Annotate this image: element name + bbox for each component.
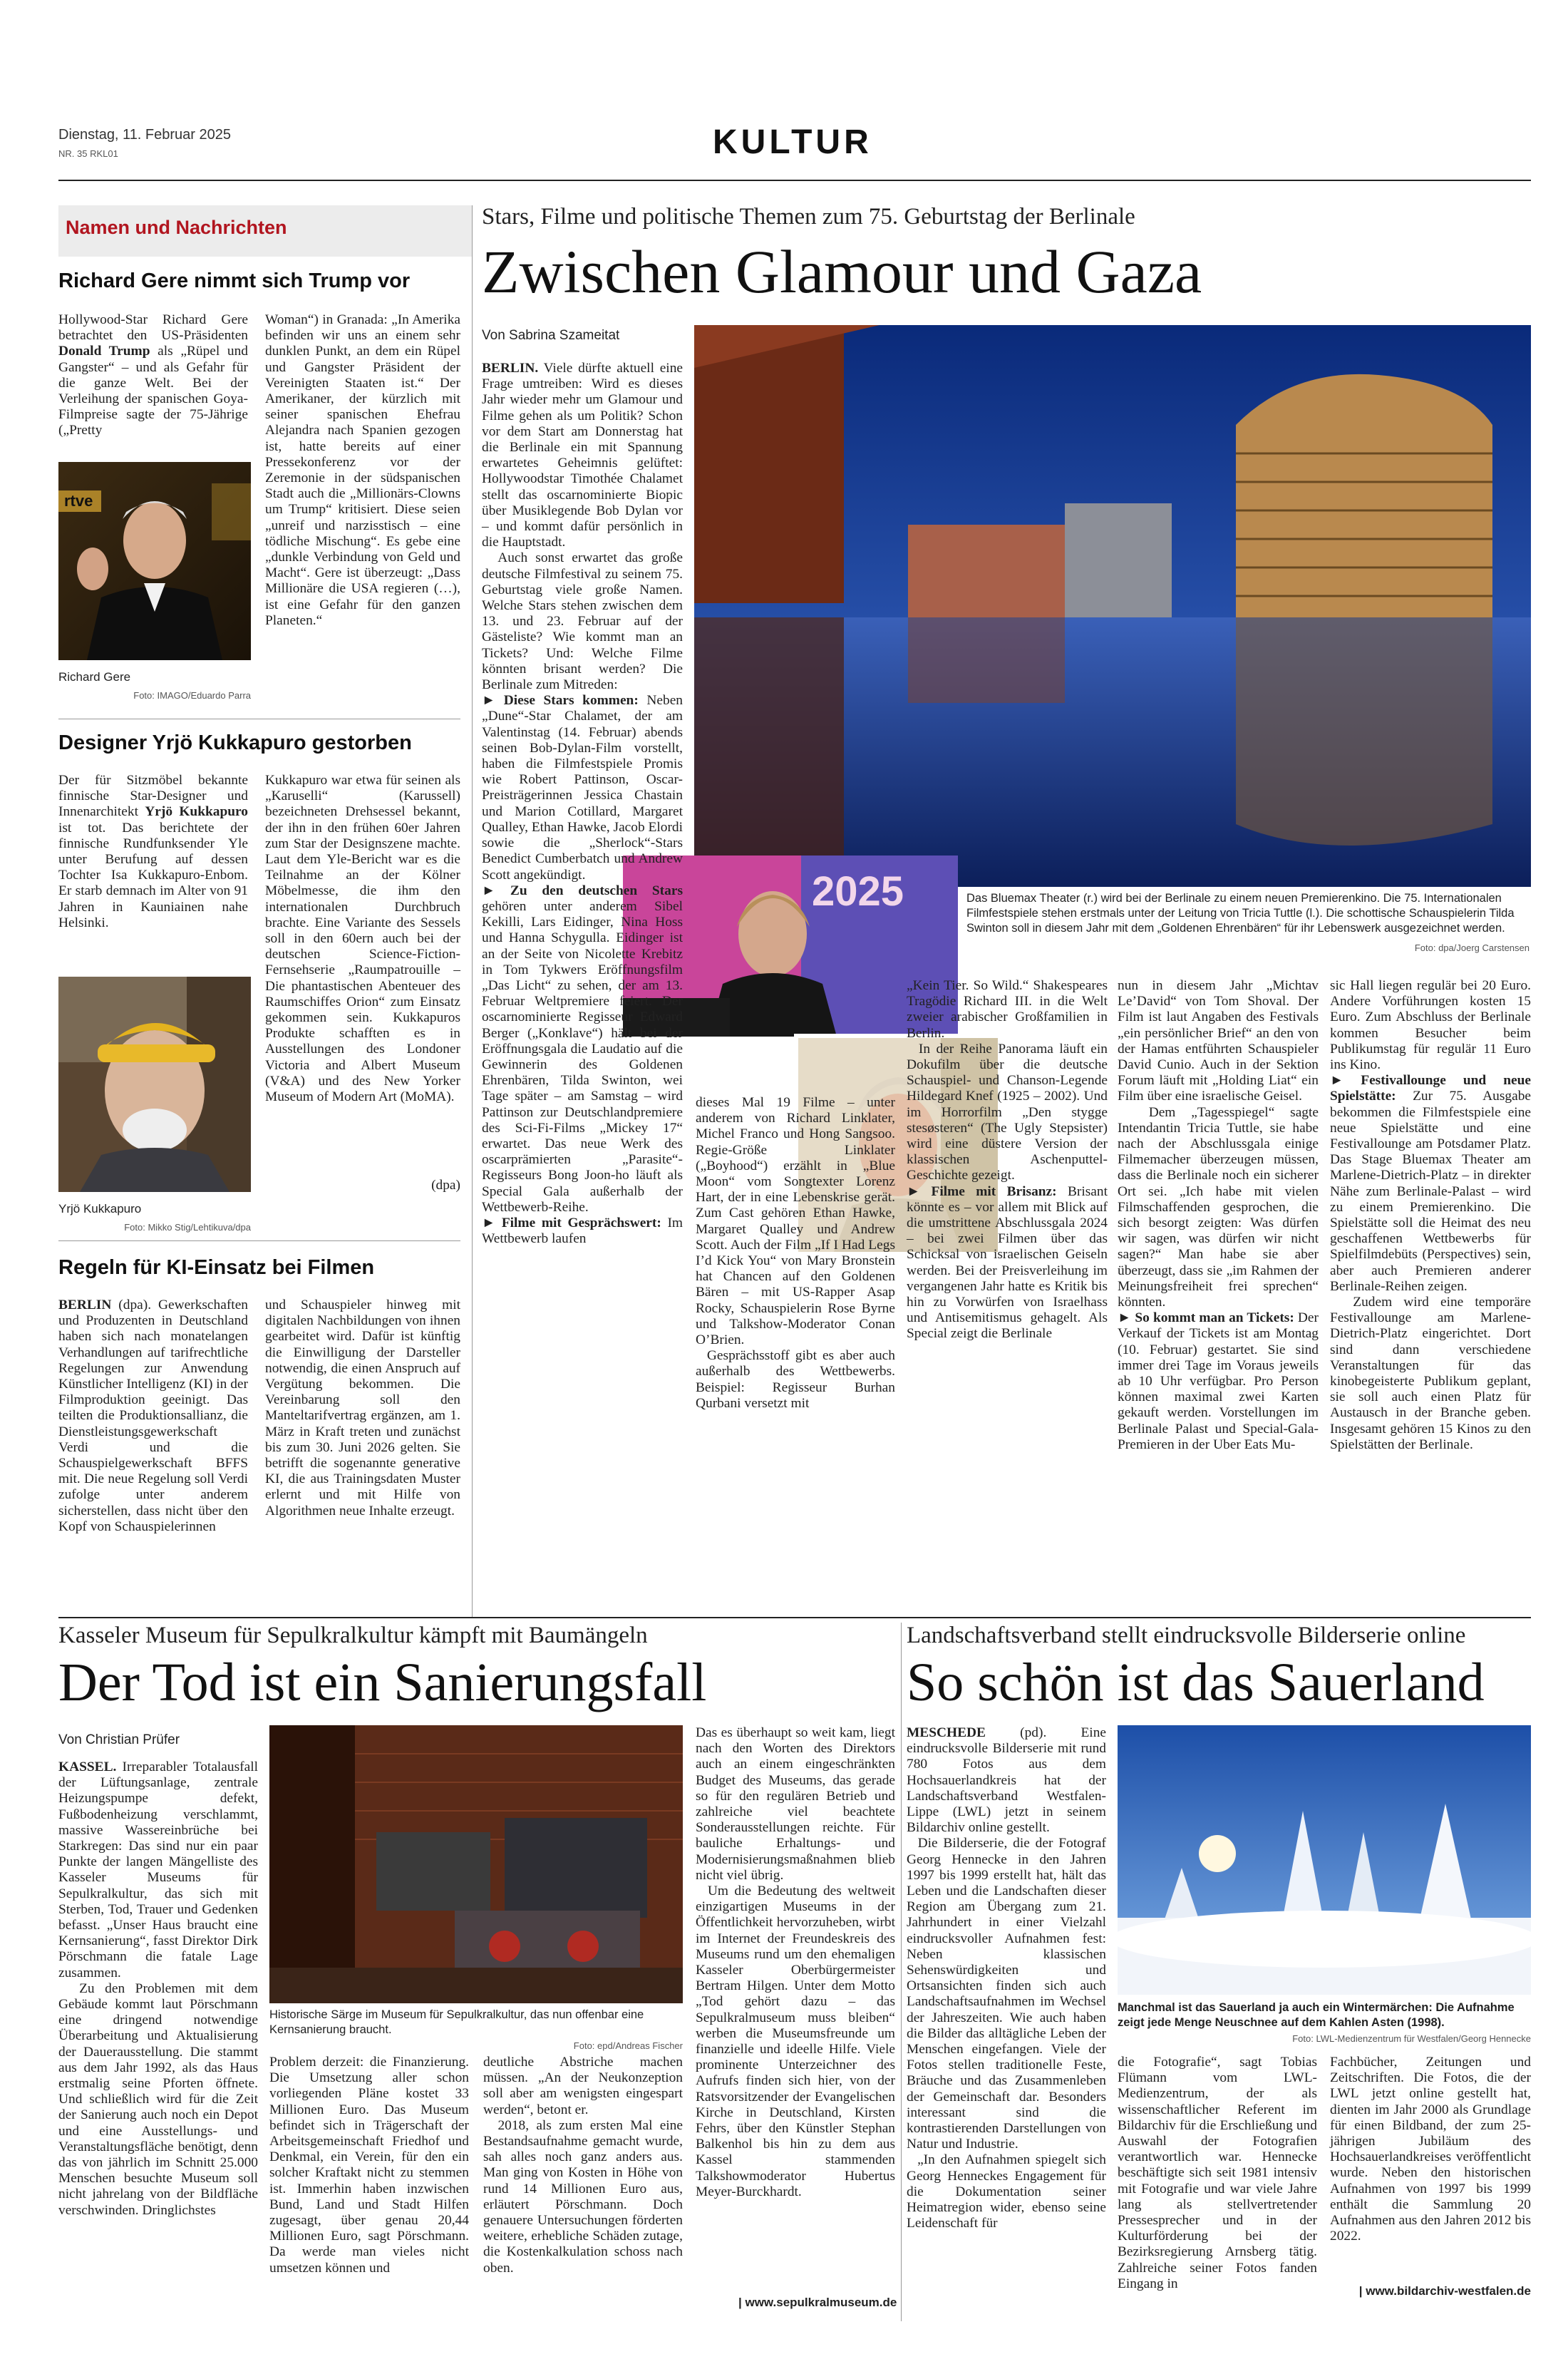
sauerland-caption: Manchmal ist das Sauerland ja auch ein Wintermärchen: Die Aufnahme zeigt jede Menge Neuschnee auf dem Kahlen Asten (1998). xyxy=(1118,2001,1515,2029)
svg-text:2025: 2025 xyxy=(812,868,904,915)
kukkapuro-dpa: (dpa) xyxy=(431,1178,460,1193)
gere-col-2: Woman“) in Granada: „In Amerika befinden wir uns an einem sehr dunklen Punkt, an dem ein Rüpel und Gangster Präsident der Vereinigten Staaten ist.“ Der Amerikaner, der kürzlich mit seiner spanischen Ehefrau Alejandra nach Spanien gezogen ist, hatte bereits auf einer Pressekonferenz vor der Zeremonie in der südspanischen Stadt auch die „Millionärs-Clowns um Trump“ kritisiert. Diese seien „unreif und narzisstisch – eine tödliche Mischung“. Es gebe eine „dunkle Verbindung von Geld und Macht“. Gere ist überzeugt: „Dass Millionäre die USA regieren (…), ist eine Gefahr für den ganzen Planeten.“ xyxy=(265,312,460,628)
sauerland-col-3: Fachbücher, Zeitungen und Zeitschriften. Die Fotos, die der LWL jetzt online gestellt hat, dienten im Jahr 2000 als Grundlage für einen Bildband, der zum 25-jährigen Jubiläum des Hochsauerlandkreises veröffentlicht wurde. Neben den historischen Aufnahmen von 1997 bis 1999 enthält die Sammlung 20 Aufnahmen aus den Jahren 2012 bis 2022. xyxy=(1330,2055,1531,2244)
main-col-4: nun in diesem Jahr „Michtav Le’David“ von Tom Shoval. Der Film ist laut Angaben des Festivals „ein persönlicher Brief“ an den von der Hamas entführten Schauspieler David Cunio. Auch in der Sektion Forum läuft mit „Holding Liat“ ein Film über eine israelische Geisel. Dem „Tagesspiegel“ sagte Intendantin Tricia Tuttle, sie habe nach der Abschlussgala einige Filmemacher überzeugen müssen, dass die Berlinale noch ein sicherer Ort sei. „Ich habe mit vielen Filmschaffenden gesprochen, die sich besorgt zeigten: Was dürfen wir sagen, was dürfen wir nicht sagen?“ Man habe sie aber überzeugt, dass sie „im Rahmen der Meinungsfreiheit frei sprechen“ könnten. ► So kommt man an Tickets: Der Verkauf der Tickets ist am Montag (10. Februar) gestartet. Sie sind immer drei Tage im Voraus jeweils ab 10 Uhr verfügbar. Pro Person können maximal zwei Karten gekauft werden. Vorstellungen im Berlinale Palast und Special-Gala-Premieren in der Uber Eats Mu- xyxy=(1118,978,1319,1452)
bluemax-credit: Foto: dpa/Joerg Carstensen xyxy=(1414,942,1530,953)
museum-source-link[interactable]: | www.sepulkralmuseum.de xyxy=(738,2296,897,2309)
ki-col-2: und Schauspieler hinweg mit digitalen Nachbildungen von ihnen gearbeitet wird. Dafür ist künftig die Einwilligung der Darsteller notwendig, die einen Anspruch auf Vergütung bekommen. Die Vereinbarung soll den Manteltarifvertrag ergänzen, am 1. März in Kraft treten und zunächst bis zum 30. Juni 2026 gelten. Sie betrifft die sogenannte generative KI, die aus Trainingsdaten Muster erlernt und mit Hilfe von Algorithmen neue Inhalte erzeugt. xyxy=(265,1298,460,1519)
museum-photo xyxy=(269,1725,683,2003)
sauerland-headline: So schön ist das Sauerland xyxy=(907,1653,1485,1712)
sauerland-kicker: Landschaftsverband stellt eindrucksvolle Bilderserie online xyxy=(907,1623,1466,1648)
museum-caption: Historische Särge im Museum für Sepulkralkultur, das nun offenbar eine Kernsanierung braucht. xyxy=(269,2008,644,2036)
sauerland-credit: Foto: LWL-Medienzentrum für Westfalen/Georg Hennecke xyxy=(1292,2033,1531,2044)
kukkapuro-credit: Foto: Mikko Stig/Lehtikuva/dpa xyxy=(124,1222,251,1233)
main-col-1b: dieses Mal 19 Filme – unter anderem von Richard Linklater, Michel Franco und Hong Sangsoo. Regie-Größe Linklater („Boyhood“) erzählt in „Blue Moon“ vom Songtexter Lorenz Hart, der in eine Lebenskrise gerät. Zum Cast gehören Ethan Hawke, Margaret Qualley und Andrew Scott. Auch der Film „If I Had Legs I’d Kick You“ von Mary Bronstein hat Chancen auf den Goldenen Bären – mit US-Rapper Asap Rocky, Schauspielerin Rose Byrne und Talkshow-Moderator Conan O’Brien. Gesprächsstoff gibt es aber auch außerhalb des Wettbewerbs. Beispiel: Regisseur Burhan Qurbani versetzt mit xyxy=(696,1095,895,1411)
main-headline: Zwischen Glamour und Gaza xyxy=(482,237,1202,306)
edition-number: NR. 35 RKL01 xyxy=(58,148,118,159)
museum-col-3: deutliche Abstriche machen müssen. „An der Neukonzeption soll aber am wenigsten eingespart werden“, betont er. 2018, als zum ersten Mal eine Bestandsaufnahme gemacht wurde, sah alles noch ganz anders aus. Man ging von Kosten in Höhe von rund 14 Millionen Euro aus, erläutert Pörschmann. Doch genauere Untersuchungen förderten weitere, erhebliche Schäden zutage, die Kostenkalkulation schoss nach oben. xyxy=(483,2055,683,2276)
divider xyxy=(58,1240,460,1241)
main-col-3: „Kein Tier. So Wild.“ Shakespeares Tragödie Richard III. in die Welt zweier arabischer Großfamilien in Berlin. In der Reihe Panorama läuft ein Dokufilm über die deutsche Schauspiel- und Chanson-Legende Hildegard Knef (1925 – 2002). Und im Horrorfilm „Den stygge stesøsteren“ (The Ugly Stepsister) wird eine düstere Version der klassischen Aschenputtel-Geschichte gezeigt. ► Filme mit Brisanz: Brisant könnte es – vor allem mit Blick auf die umstrittene Abschlussgala 2024 – bei zwei Filmen über das Schicksal von israelischen Geiseln werden. Bei der Preisverleihung im vergangenen Jahr hatte es Kritik bis hin zu Vorwürfen von Israelhass und Antisemitismus gehagelt. Als Special zeigt die Berlinale xyxy=(907,978,1108,1342)
section-title: KULTUR xyxy=(713,123,872,161)
ki-col-1: BERLIN (dpa). Gewerkschaften und Produzenten in Deutschland haben sich nach monatelangen Verhandlungen auf tarifrechtliche Regelungen zur Anwendung Künstlicher Intelligenz (KI) in der Filmproduktion geeinigt. Das teilten die Produktionsallianz, die Dienstleistungsgewerkschaft Verdi und die Schauspielgewerkschaft BFFS mit. Die neue Regelung soll Verdi zufolge unter anderem sicherstellen, dass nicht über den Kopf von Schauspielerinnen xyxy=(58,1298,248,1534)
sidebar-heading: Namen und Nachrichten xyxy=(58,205,472,257)
kukkapuro-title: Designer Yrjö Kukkapuro gestorben xyxy=(58,731,412,754)
bluemax-caption: Das Bluemax Theater (r.) wird bei der Berlinale zu einem neuen Premierenkino. Die 75. Internationalen Filmfestspiele stehen erstmals unter der Leitung von Tricia Tuttle (l.). Die schottische Schauspielerin Tilda Swinton soll in diesem Jahr mit dem „Goldenen Ehrenbären“ für ihr Lebenswerk ausgezeichnet werden. xyxy=(966,892,1515,935)
gere-credit: Foto: IMAGO/Eduardo Parra xyxy=(133,690,251,701)
museum-credit: Foto: epd/Andreas Fischer xyxy=(573,2040,683,2051)
gere-photo xyxy=(58,462,251,660)
museum-col-1: KASSEL. Irreparabler Totalausfall der Lüftungsanlage, zentrale Heizungspumpe defekt, Fußbodenheizung verschlammt, massive Wassereinbrüche bei Starkregen: Das sind nur ein paar Punkte der langen Mängelliste des Kasseler Museums für Sepulkralkultur, das sich mit Sterben, Tod, Trauer und Gedenken befasst. „Unser Haus braucht eine Kernsanierung“, fasst Direktor Dirk Pörschmann die fatale Lage zusammen. Zu den Problemen mit dem Gebäude kommt laut Pörschmann eine dringend notwendige Überarbeitung und Aktualisierung der Dauerausstellung. Die stammt aus dem Jahr 1992, als das Haus erstmalig seine Pforten öffnete. Und schließlich wird für die Zeit der Sanierung auch noch ein Depot und eine Ausstellungs- und Veranstaltungsfläche benötigt, denn das von jährlich im Schnitt 25.000 Menschen besuchte Museum soll nicht jahrelang von der Bildfläche verschwinden. Dringlichstes xyxy=(58,1759,258,2218)
museum-author: Von Christian Prüfer xyxy=(58,1732,180,1747)
main-col-1: BERLIN. Viele dürfte aktuell eine Frage umtreiben: Wird es dieses Jahr wieder mehr um Glamour und Filme gehen als um Politik? Schon vor dem Start am Donnerstag hat die Berlinale ein mit Spannung erwartetes Geheimnis gelüftet: Hollywoodstar Timothée Chalamet stellt das oscarnominierte Biopic über Musiklegende Bob Dylan vor – und kommt dafür persönlich in die Hauptstadt. Auch sonst erwartet das große deutsche Filmfestival zu seinem 75. Geburtstag viele große Namen. Welche Stars stehen zwischen dem 13. und 23. Februar auf der Gästeliste? Wie kommt man an Tickets? Und: Welche Filme könnten brisant werden? Die Berlinale zum Mitreden: ► Diese Stars kommen: Neben „Dune“-Star Chalamet, der am Valentinstag (14. Februar) abends seinen Bob-Dylan-Film vorstellt, haben die Filmfestspiele Promis wie Robert Pattinson, Oscar-Preisträgerinnen Jessica Chastain und Marion Cotillard, Margaret Qualley, Ethan Hawke, Jacob Elordi sowie die „Sherlock“-Stars Benedict Cumberbatch und Andrew Scott angekündigt. ► Zu den deutschen Stars gehören unter anderem Sibel Kekilli, Lars Eidinger, Nina Hoss und Hanna Schygulla. Eidinger ist an der Seite von Nicolette Krebitz in Tom Tykwers Eröffnungsfilm „Das Licht“ zu sehen, der am 13. Februar Weltpremiere feiert. Der oscarnominierte Regisseur Edward Berger („Konklave“) hält bei der Eröffnungsgala die Laudatio auf die Gewinnerin des Goldenen Ehrenbären, Tilda Swinton, wei Tage später – am Samstag – wird Pattinson zur Deutschlandpremiere des Sci-Fi-Films „Mickey 17“ erwartet. Das neue Werk des oscarprämierten „Parasite“-Regisseurs Bong Joon-ho läuft als Special Gala außerhalb der Wettbewerb-Reihe. ► Filme mit Gesprächswert: Im Wettbewerb laufen xyxy=(482,361,684,1247)
sauerland-photo xyxy=(1118,1725,1531,1995)
ki-title: Regeln für KI-Einsatz bei Filmen xyxy=(58,1256,375,1279)
sauerland-col-2: die Fotografie“, sagt Tobias Flümann vom LWL-Medienzentrum, der als wissenschaftlicher Referent im Bildarchiv für die Erschließung und Auswahl der Fotografien verantwortlich war. Hennecke beschäftigte sich seit 1981 intensiv mit Fotografie und war viele Jahre lang als stellvertretender Pressesprecher und in der Kulturförderung bei der Bezirksregierung Arnsberg tätig. Zahlreiche seiner Fotos fanden Eingang in xyxy=(1118,2055,1317,2291)
museum-col-2: Problem derzeit: die Finanzierung. Die Umsetzung aller schon vorliegenden Pläne kostet 33 Millionen Euro. Das Museum befindet sich in Trägerschaft der Arbeitsgemeinschaft Friedhof und Denkmal, ein Verein, für den ein solcher Kraftakt nicht zu stemmen ist. Immerhin haben inzwischen Bund, Land und Stadt Hilfen zugesagt, über genau 20,44 Millionen Euro, sagt Pörschmann. Da werde man vieles nicht umsetzen können und xyxy=(269,2055,469,2276)
kukkapuro-col-1: Der für Sitzmöbel bekannte finnische Star-Designer und Innenarchitekt Yrjö Kukkapuro ist tot. Das berichtete der finnische Rundfunksender Yle unter Berufung auf dessen Tochter Isa Kukkapuro-Enbom. Er starb demnach im Alter von 91 Jahren in Kauniainen nahe Helsinki. xyxy=(58,773,248,930)
gere-title: Richard Gere nimmt sich Trump vor xyxy=(58,269,411,292)
sauerland-col-1: MESCHEDE (pd). Eine eindrucksvolle Bilderserie mit rund 780 Fotos aus dem Hochsauerlandkreis hat der Landschaftsverband Westfalen-Lippe (LWL) jetzt in seinem Bildarchiv online gestellt. Die Bilderserie, die der Fotograf Georg Hennecke in den Jahren 1997 bis 1999 erstellt hat, hält das Leben und die Landschaften dieser Region am Übergang zum 21. Jahrhundert in einer Vielzahl eindrucksvoller Aufnahmen fest: Neben klassischen Sehenswürdigkeiten und Ortsansichten finden sich auch Landschaftsaufnahmen im Wechsel der Jahreszeiten. Wie auch haben die Bilder das alltägliche Leben der Menschen eingefangen. Viele der Fotos stellen traditionelle Feste, Bräuche und das Zusammenleben der Gemeinschaft dar. Besonders interessant sind die kontrastierenden Darstellungen von Natur und Industrie. „In den Aufnahmen spiegelt sich Georg Henneckes Engagement für die Dokumentation seiner Heimatregion wider, ebenso seine Leidenschaft für xyxy=(907,1725,1106,2231)
main-kicker: Stars, Filme und politische Themen zum 75. Geburtstag der Berlinale xyxy=(482,204,1135,230)
kukkapuro-photo xyxy=(58,977,251,1192)
museum-kicker: Kasseler Museum für Sepulkralkultur kämpft mit Baumängeln xyxy=(58,1623,648,1648)
sauerland-source-link[interactable]: | www.bildarchiv-westfalen.de xyxy=(1358,2284,1531,2298)
bluemax-photo xyxy=(694,325,1531,887)
svg-text:rtve: rtve xyxy=(64,492,93,510)
issue-date: Dienstag, 11. Februar 2025 xyxy=(58,127,232,143)
kukkapuro-col-2: Kukkapuro war etwa für seinen als „Karuselli“ (Karussell) bezeichneten Drehsessel bekannt, der ihn in den frühen 60er Jahren zum Star der Designszene machte. Laut dem Yle-Bericht war es die Teilnahme an der Kölner Möbelmesse, die ihm den internationalen Durchbruch brachte. Eine Variante des Sessels soll in den 60ern auch bei der deutschen Science-Fiction-Fernsehserie „Raumpatrouille – Die phantastischen Abenteuer des Raumschiffes Orion“ zum Einsatz gekommen sein. Kukkapuros Produkte schafften es in Ausstellungen des Londoner Victoria and Albert Museum (V&A) und des New Yorker Museum of Modern Art (MoMA). xyxy=(265,773,460,1105)
gere-caption: Richard Gere xyxy=(58,670,131,684)
sidebar-divider xyxy=(472,205,473,1617)
gere-col-1: Hollywood-Star Richard Gere betrachtet den US-Präsidenten Donald Trump als „Rüpel und Gangster“ – und als Gefahr für die ganze Welt. Bei der Verleihung der spanischen Goya-Filmpreise sagte der 75-Jährige („Pretty xyxy=(58,312,249,438)
museum-col-4: Das es überhaupt so weit kam, liegt nach den Worten des Direktors auch an einem eingeschränkten Budget des Museums, das gerade so für den regulären Betrieb und zahlreiche viel beachtete Sonderausstellungen reichte. Für bauliche Erhaltungs- und Modernisierungsmaßnahmen blieb nicht viel übrig. Um die Bedeutung des weltweit einzigartigen Museums in der Öffentlichkeit hervorzuheben, wirbt im Internet der Freundeskreis des Museums rund um den ehemaligen Kasseler Oberbürgermeister Bertram Hilgen. Unter dem Motto „Tod gehört dazu – das Sepulkralmuseum muss bleiben“ werben die Museumsfreunde um finanzielle und ideelle Hilfe. Viele prominente Unterzeichner des Aufrufs finden sich hier, von der Ratsvorsitzender der Evangelischen Kirche in Deutschland, Kirsten Fehrs, über den Künstler Stephan Balkenhol bis hin zu dem aus Kassel stammenden Talkshowmoderator Hubertus Meyer-Burckhardt. xyxy=(696,1725,895,2199)
main-author: Von Sabrina Szameitat xyxy=(482,328,620,343)
header-rule xyxy=(58,180,1531,181)
section-rule xyxy=(58,1617,1531,1618)
museum-headline: Der Tod ist ein Sanierungsfall xyxy=(58,1653,707,1712)
divider xyxy=(901,1623,902,2321)
main-col-5: sic Hall liegen regulär bei 20 Euro. Andere Vorführungen kosten 15 Euro. Zum Abschluss der Berlinale kommen Besucher beim Publikumstag für regulär 11 Euro ins Kino. ► Festivallounge und neue Spielstätte: Zur 75. Ausgabe bekommen die Filmfestspiele eine neue Spielstätte und eine Festivallounge am Potsdamer Platz. Das Stage Bluemax Theater am Marlene-Dietrich-Platz – in direkter Nähe zum Berlinale-Palast – wird zu einem Premierenkino. Die Spielstätte soll die Heimat des neu geschaffenen Wettbewerbs für Spielfilmdebüts (Perspectives) sein, aber auch Premieren anderer Berlinale-Reihen zeigen. Zudem wird eine temporäre Festivallounge am Marlene-Dietrich-Platz eingerichtet. Dort sind dann verschiedene Veranstaltungen für das kinobegeisterte Publikum geplant, sie soll auch einen Platz für Austausch in der Branche geben. Insgesamt gehören 15 Kinos zu den Spielstätten der Berlinale. xyxy=(1330,978,1531,1452)
kukkapuro-caption: Yrjö Kukkapuro xyxy=(58,1202,142,1216)
